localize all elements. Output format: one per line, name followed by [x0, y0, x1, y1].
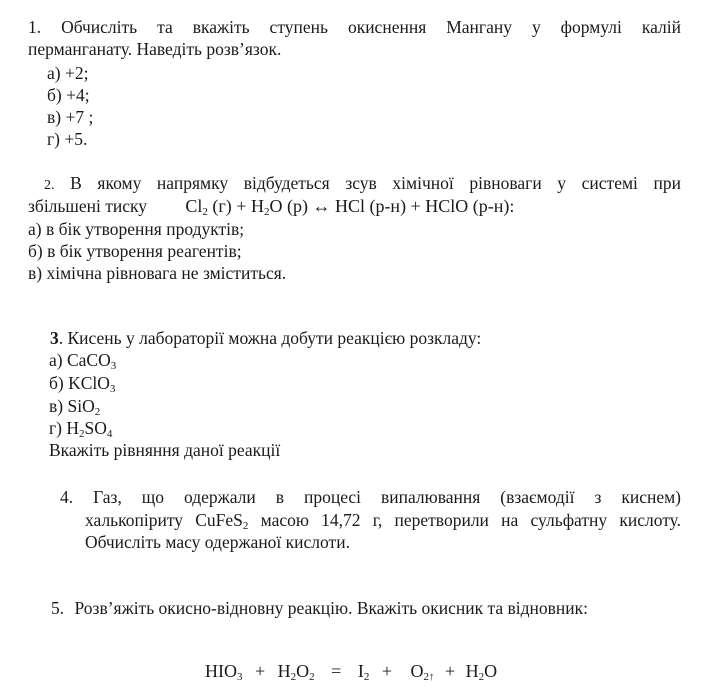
q3-option-c-sub: 2 [94, 406, 101, 418]
q3-footer: Вкажіть рівняння даної реакції [49, 440, 281, 460]
q5-eq-plus3: + [444, 661, 456, 681]
q3-option-a-formula: CaCO [66, 350, 111, 370]
q4-text-line2-sub: 2 [242, 520, 249, 532]
q3-option-d-sub2: 4 [106, 428, 113, 440]
q3-option-d-prefix: г) [49, 418, 67, 438]
q5-eq-i2-sub: 2 [363, 671, 370, 683]
q5-eq-h2o2-h-sub: 2 [290, 671, 297, 683]
q2-text-line1: В якому напрямку відбудеться зсув хімічної рівноваги у системі при [70, 173, 682, 193]
q1-line1 [28, 17, 681, 38]
q4-text-line1: Газ, що одержали в процесі випалювання (взаємодії з киснем) [93, 487, 681, 507]
q5-eq-plus1: + [255, 661, 266, 681]
q1-option-c: в) +7 ; [47, 107, 94, 127]
q1-text-line1: Обчисліть та вкажіть ступень окиснення Мангану у формулі калій [61, 17, 681, 37]
q3-option-d-formula1: H [66, 418, 80, 438]
q3-option-b-formula: KClO [68, 373, 110, 393]
q5-eq-hio3-sub: 3 [237, 671, 243, 683]
q5-eq-o2-sub: 2↑ [423, 671, 435, 683]
q4-line3: Обчисліть масу одержаної кислоти. [85, 532, 350, 552]
q2-option-b: б) в бік утворення реагентів; [28, 241, 242, 261]
q1-number: 1. [28, 17, 42, 37]
q5-eq-hio3: HIO [205, 661, 237, 681]
q5-eq-h2o-o: O [484, 661, 498, 681]
q5-text: Розв’яжіть окисно-відновну реакцію. Вкажіть окисник та відновник: [74, 598, 588, 618]
q2-eq-cl-sub: 2 [202, 206, 208, 218]
q5-eq-h2o2-h: H [277, 661, 291, 681]
q3-option-a-prefix: а) [49, 350, 67, 370]
q5-eq-i2: I [357, 661, 364, 681]
q3-option-b-sub: 3 [109, 383, 116, 395]
q2-eq-part1: (г) + H [207, 196, 264, 216]
q4-line1 [60, 487, 681, 508]
q1-option-a: а) +2; [47, 63, 89, 83]
q3-option-b-prefix: б) [49, 373, 69, 393]
q2-number: 2. [44, 178, 55, 193]
q2-equation [185, 196, 514, 216]
q2-text-line2: збільшені тиску [28, 196, 148, 216]
q3-option-d-formula2: SO [84, 418, 107, 438]
q3-text: . Кисень у лабораторії можна добути реакцією розкладу: [58, 328, 482, 348]
q5-eq-h2o-sub: 2 [478, 671, 485, 683]
q5-eq-o2: O [410, 661, 424, 681]
q4-number: 4. [60, 487, 74, 507]
q3-option-d [49, 418, 112, 439]
q3-option-d-sub1: 2 [79, 428, 85, 440]
q3-heading [50, 328, 481, 349]
q2-line1 [44, 173, 681, 196]
q5-eq-equals: = [331, 661, 342, 681]
q5-eq-h2o-h: H [465, 661, 479, 681]
q1-option-d: г) +5. [47, 129, 88, 149]
q3-option-c-prefix: в) [49, 396, 68, 416]
q1-line2: перманганату. Наведіть розв’язок. [28, 39, 282, 59]
q4-line2 [85, 510, 681, 531]
q3-option-a [49, 350, 116, 371]
q1-option-b: б) +4; [47, 85, 90, 105]
q2-line2 [28, 196, 514, 217]
q4-text-line2a: халькопіриту CuFeS [85, 510, 243, 530]
q5-equation [205, 661, 497, 682]
q2-eq-h-sub: 2 [263, 206, 270, 218]
q3-option-c-formula: SiO [67, 396, 95, 416]
q2-eq-part2: O (р) ↔ HCl (р-н) + HClO (р-н): [269, 196, 515, 216]
q5-line1 [51, 598, 588, 619]
q3-option-c [49, 396, 100, 417]
q3-option-b [49, 373, 115, 394]
q5-eq-h2o2-o: O [296, 661, 310, 681]
q3-number: 3 [50, 328, 59, 348]
q3-option-a-sub: 3 [110, 360, 117, 372]
q2-option-c: в) хімічна рівновага не зміститься. [28, 263, 287, 283]
q2-option-a: а) в бік утворення продуктів; [28, 219, 245, 239]
q5-eq-h2o2-o-sub: 2 [309, 671, 315, 683]
q5-eq-plus2: + [381, 661, 392, 681]
q2-eq-cl: Cl [185, 196, 203, 216]
q5-number: 5. [51, 598, 65, 618]
q4-text-line2b: масою 14,72 г, перетворили на сульфатну кислоту. [248, 510, 681, 530]
